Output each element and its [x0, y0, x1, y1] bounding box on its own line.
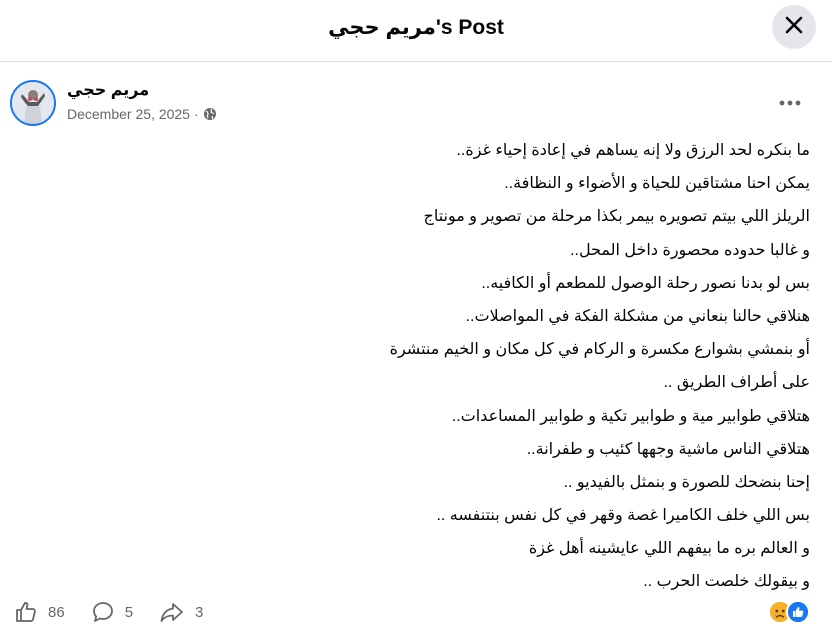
- share-count: 3: [195, 603, 204, 621]
- post-body-line: و غالبا حدوده محصورة داخل المحل..: [570, 241, 810, 259]
- post-body-line: هتلاقي طوابير مية و طوابير تكية و طوابير المساعدات..: [451, 407, 810, 425]
- post-body-line: على أطراف الطريق ..: [663, 374, 810, 392]
- like-reaction-icon: [786, 600, 810, 624]
- comment-icon: [91, 600, 115, 624]
- more-dots-icon: [779, 93, 801, 111]
- more-options-button[interactable]: [776, 90, 804, 114]
- post-body-line: ما بنكره لحد الرزق ولا إنه يساهم في إعادة إحياء غزة..: [456, 142, 810, 159]
- thumbs-up-icon: [14, 600, 38, 624]
- dialog-title: مريم حجي's Post: [328, 16, 504, 39]
- share-icon: [159, 600, 185, 624]
- post-body-line: هنلاقي حالنا بنعاني من مشكلة الفكة في المواصلات..: [465, 307, 810, 325]
- post-body-line: يمكن احنا مشتاقين للحياة و الأضواء و النظافة..: [504, 175, 810, 193]
- post-body-line: و العالم بره ما بيفهم اللي عايشينه أهل غزة: [528, 540, 810, 558]
- close-icon: [784, 15, 804, 40]
- share-button[interactable]: [159, 600, 203, 624]
- dialog-header: [0, 0, 832, 62]
- meta-separator: ·: [193, 106, 199, 122]
- post-body-line: أو بنمشي بشوارع مكسرة و الركام في كل مكان و الخيم منتشرة: [389, 341, 810, 359]
- post-author-row: [0, 78, 832, 128]
- post-date[interactable]: December 25, 2025: [67, 106, 190, 122]
- post-body-line: إحنا بنضحك للصورة و بنمثل بالفيديو ..: [563, 473, 810, 491]
- author-name[interactable]: مريم حجي: [67, 82, 150, 99]
- post-body-line: بس لو بدنا نصور رحلة الوصول للمطعم أو الكافيه..: [481, 274, 810, 292]
- close-button[interactable]: [772, 5, 816, 49]
- post-body-line: بس اللي خلف الكاميرا غصة وقهر في كل نفس بنتنفسه ..: [436, 507, 810, 525]
- comment-button[interactable]: [91, 600, 133, 624]
- post-body-line: و بيقولك خلصت الحرب ..: [643, 573, 810, 591]
- reactions-summary[interactable]: [768, 600, 810, 624]
- comment-count: 5: [124, 603, 134, 621]
- avatar[interactable]: [10, 80, 56, 126]
- post-meta: [67, 105, 217, 123]
- post-actions: [14, 598, 229, 626]
- post-body: [30, 134, 810, 599]
- globe-icon[interactable]: [203, 107, 217, 121]
- like-count: 86: [48, 603, 65, 621]
- post-body-line: هتلاقي الناس ماشية وجهها كئيب و طفرانة..: [526, 440, 810, 458]
- post-body-line: الريلز اللي بيتم تصويره بيمر بكذا مرحلة من تصوير و مونتاج: [423, 208, 810, 226]
- like-button[interactable]: [14, 600, 65, 624]
- avatar-photo: [12, 82, 54, 124]
